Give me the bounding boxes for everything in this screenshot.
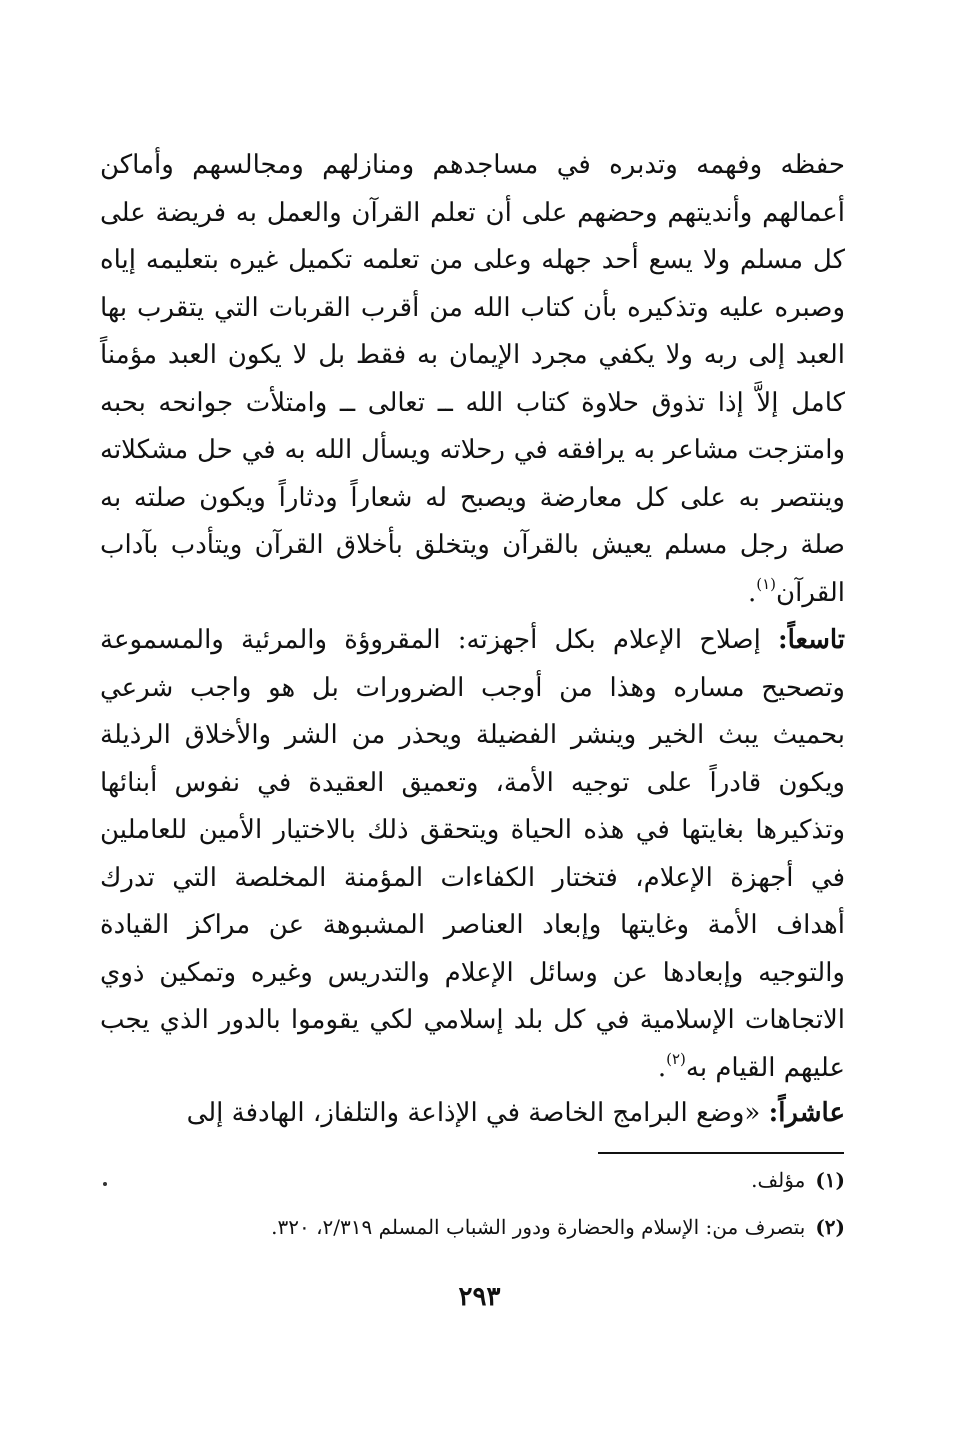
paragraph-continuation (100, 142, 845, 617)
footnote-ref-2: (٢) (666, 1049, 686, 1068)
footnote-1 (150, 1165, 845, 1195)
footnote-2-text: بتصرف من: الإسلام والحضارة ودور الشباب المسلم ٢/٣١٩، ٣٢٠. (271, 1215, 806, 1239)
footnote-2 (150, 1212, 845, 1242)
paragraph-2-text: إصلاح الإعلام بكل أجهزته: المقروؤة والمرئية والمسموعة وتصحيح مساره وهذا من أوجب الضرورات بل هو واجب شرعي بحميث يبث الخير وينشر الفضيلة ويحذر من الشر والأخلاق الرذيلة ويكون قادراً على توجيه الأمة، وتعميق العقيدة في نفوس أبنائها وتذكيرها بغايتها في هذه الحياة ويتحقق ذلك بالاختيار الأمين للعاملين في أجهزة الإعلام، فتختار الكفاءات المؤمنة المخلصة التي تدرك أهداف الأمة وغايتها وإبعاد العناصر المشبوهة عن مراكز القيادة والتوجيه وإبعادها عن وسائل الإعلام والتدريس وغيره وتمكين ذوي الاتجاهات الإسلامية في كل بلد إسلامي لكي يقوموا بالدور الذي يجب عليهم القيام به (100, 625, 845, 1083)
footnote-1-number: (١) (815, 1168, 845, 1192)
paragraph-3-text: «وضع البرامج الخاصة في الإذاعة والتلفاز، الهادفة إلى (186, 1098, 761, 1128)
page-number: ٢٩٣ (458, 1282, 501, 1312)
paragraph-ninth (100, 617, 845, 1092)
scan-speck (103, 1182, 107, 1186)
paragraph-1-text: حفظه وفهمه وتدبره في مساجدهم ومنازلهم ومجالسهم وأماكن أعمالهم وأنديتهم وحضهم على أن تعلم القرآن والعمل به فريضة على كل مسلم ولا يسع أحد جهله وعلى من تعلمه تكميل غيره بتعليمه إياه وصبره عليه وتذكيره بأن كتاب الله من أقرب القربات التي يتقرب بها العبد إلى ربه ولا يكفي مجرد الإيمان به فقط بل لا يكون العبد مؤمناً كامل إلاَّ إذا تذوق حلاوة كتاب الله ــ تعالى ــ وامتلأت جوانحه بحبه وامتزجت مشاعر به يرافقه في رحلاته ويسأل الله به في حل مشكلاته وينتصر به على كل معارضة ويصبح له شعاراً ودثاراً ويكون صلته به صلة رجل مسلم يعيش بالقرآن ويتخلق بأخلاق القرآن ويتأدب بآداب القرآن (100, 150, 845, 608)
footnote-1-text: مؤلف. (751, 1168, 806, 1192)
paragraph-1-end: . (747, 577, 757, 608)
paragraph-2-lead: تاسعاً: (778, 625, 846, 655)
paragraph-3-lead: عاشراً: (768, 1098, 845, 1128)
footnote-separator (598, 1152, 844, 1154)
paragraph-2-end: . (657, 1052, 667, 1083)
footnote-2-number: (٢) (815, 1215, 845, 1239)
footnote-ref-1: (١) (756, 574, 777, 593)
paragraph-tenth (100, 1090, 845, 1138)
